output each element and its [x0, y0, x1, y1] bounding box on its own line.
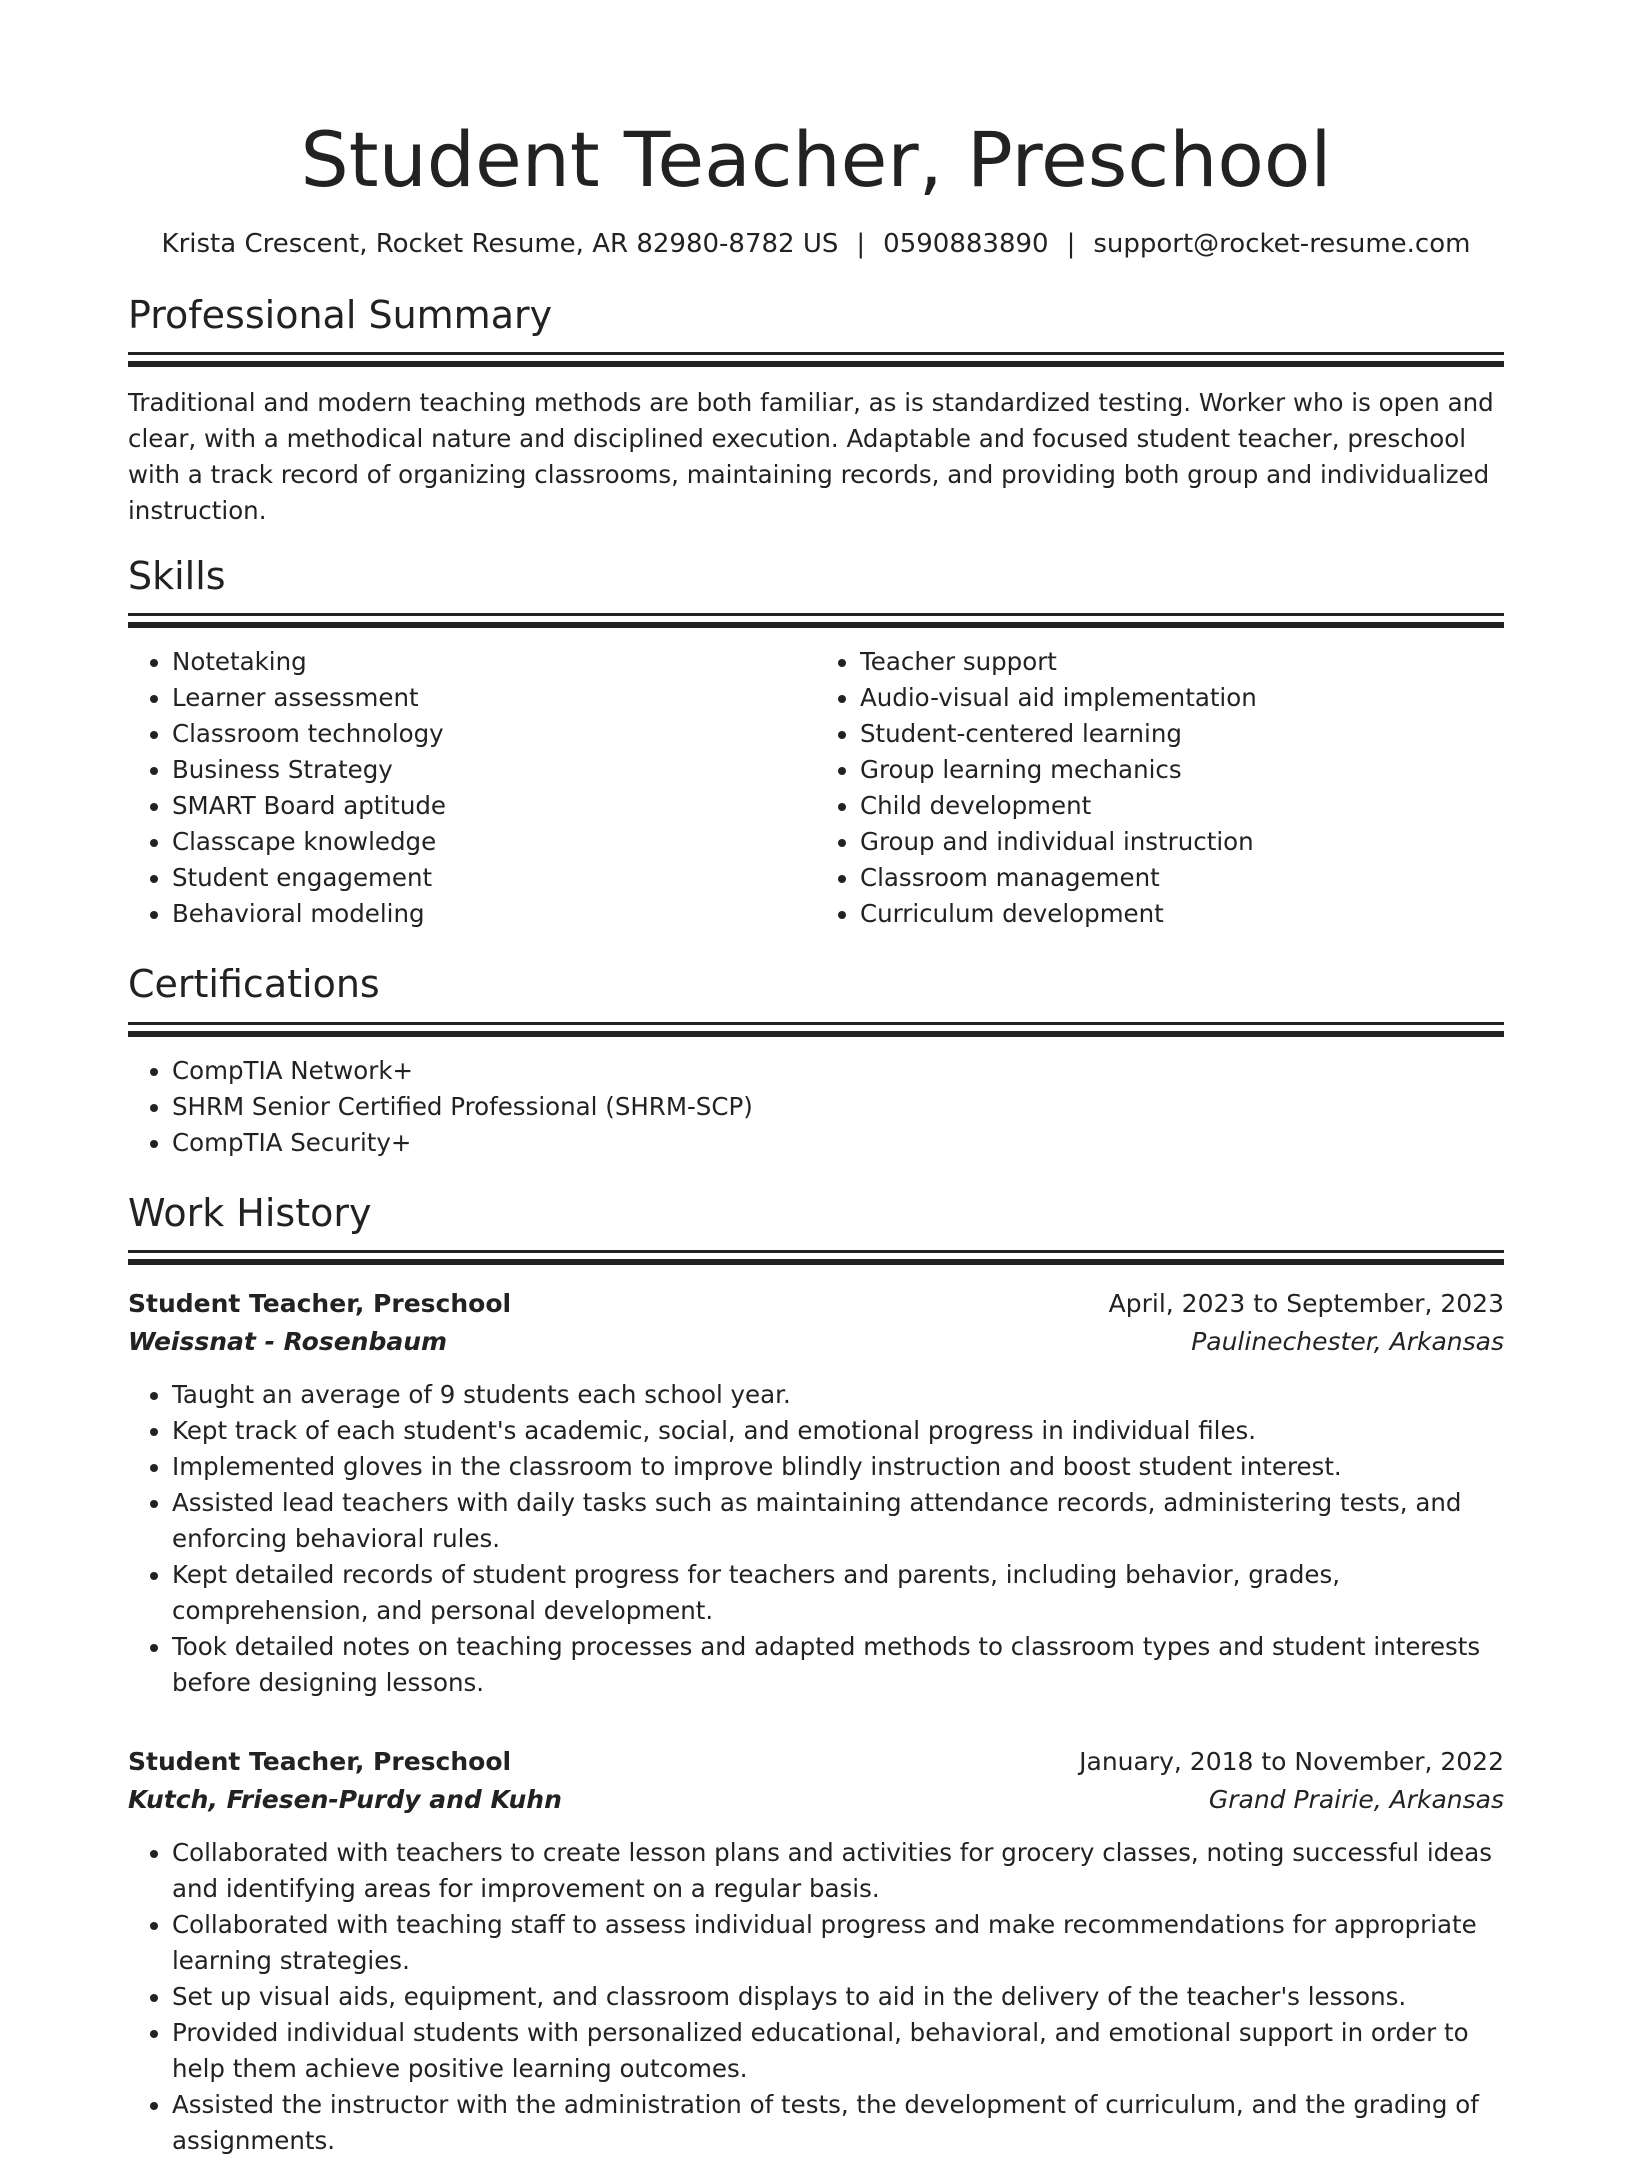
skill-item: • Student engagement [172, 860, 816, 896]
skill-item: • Group and individual instruction [860, 824, 1504, 860]
job-location: Paulinechester, Arkansas [1191, 1327, 1504, 1357]
job-bullet: • Assisted the instructor with the administration of tests, the development of curriculum, and the grading of assignments. [172, 2087, 1504, 2159]
job-dates: April, 2023 to September, 2023 [1108, 1289, 1504, 1319]
job-bullet: • Provided individual students with personalized educational, behavioral, and emotional support in order to help them achieve positive learning outcomes. [172, 2015, 1504, 2087]
section-divider-thick [128, 1259, 1504, 1265]
skill-item: • Business Strategy [172, 752, 816, 788]
job-company: Weissnat - Rosenbaum [128, 1327, 448, 1357]
section-heading: Work History [128, 1190, 372, 1235]
skills-columns [128, 644, 1504, 932]
job-bullet: • Assisted lead teachers with daily tasks such as maintaining attendance records, administering tests, and enforcing behavioral rules. [172, 1485, 1504, 1557]
contact-phone: 0590883890 [883, 228, 1049, 259]
contact-separator: | [856, 228, 866, 259]
section-divider [128, 352, 1504, 355]
section-heading: Certifications [128, 962, 380, 1007]
certification-item: • CompTIA Security+ [172, 1125, 1504, 1161]
certifications-list [128, 1053, 1504, 1161]
section-divider-thick [128, 1031, 1504, 1037]
contact-email[interactable]: support@rocket-resume.com [1093, 228, 1471, 259]
skill-item: • Group learning mechanics [860, 752, 1504, 788]
job-title: Student Teacher, Preschool [128, 1747, 512, 1777]
job-entry [128, 1743, 1504, 2159]
skill-item: • Audio-visual aid implementation [860, 680, 1504, 716]
job-bullet: • Collaborated with teaching staff to assess individual progress and make recommendations for appropriate learning strategies. [172, 1907, 1504, 1979]
skill-item: • Student-centered learning [860, 716, 1504, 752]
skill-item: • Classcape knowledge [172, 824, 816, 860]
job-bullet: • Set up visual aids, equipment, and classroom displays to aid in the delivery of the teacher's lessons. [172, 1979, 1504, 2015]
skills-list-right [816, 644, 1504, 932]
skill-item: • Curriculum development [860, 896, 1504, 932]
skill-item: • Classroom technology [172, 716, 816, 752]
job-bullet: • Kept detailed records of student progress for teachers and parents, including behavior, grades, comprehension, and personal development. [172, 1557, 1504, 1629]
section-divider-thick [128, 622, 1504, 628]
certification-item: • CompTIA Network+ [172, 1053, 1504, 1089]
job-entry [128, 1285, 1504, 1701]
job-bullet: • Kept track of each student's academic, social, and emotional progress in individual files. [172, 1413, 1504, 1449]
job-title: Student Teacher, Preschool [128, 1289, 512, 1319]
job-location: Grand Prairie, Arkansas [1208, 1785, 1504, 1815]
job-bullets [128, 1377, 1504, 1701]
certification-item: • SHRM Senior Certified Professional (SHRM-SCP) [172, 1089, 1504, 1125]
skill-item: • Notetaking [172, 644, 816, 680]
summary-section [128, 293, 1504, 530]
job-subheader-row [128, 1323, 1504, 1361]
skill-item: • Classroom management [860, 860, 1504, 896]
job-bullet: • Taught an average of 9 students each school year. [172, 1377, 1504, 1413]
skill-item: • Teacher support [860, 644, 1504, 680]
skills-section [128, 554, 1504, 933]
skill-item: • Behavioral modeling [172, 896, 816, 932]
job-subheader-row [128, 1781, 1504, 1819]
contact-separator: | [1066, 228, 1076, 259]
skill-item: • SMART Board aptitude [172, 788, 816, 824]
section-heading: Skills [128, 553, 226, 598]
skills-list-left [128, 644, 816, 932]
section-divider [128, 1022, 1504, 1025]
skill-item: • Child development [860, 788, 1504, 824]
job-bullets [128, 1835, 1504, 2159]
job-header-row [128, 1743, 1504, 1781]
section-divider-thick [128, 361, 1504, 367]
certifications-section [128, 962, 1504, 1161]
job-dates: January, 2018 to November, 2022 [1079, 1747, 1504, 1777]
contact-line [128, 229, 1504, 259]
job-bullet: • Implemented gloves in the classroom to improve blindly instruction and boost student interest. [172, 1449, 1504, 1485]
job-bullet: • Took detailed notes on teaching processes and adapted methods to classroom types and student interests before designing lessons. [172, 1629, 1504, 1701]
work-history-section [128, 1191, 1504, 2159]
resume-title: Student Teacher, Preschool [300, 115, 1332, 204]
skill-item: • Learner assessment [172, 680, 816, 716]
section-divider [128, 613, 1504, 616]
section-heading: Professional Summary [128, 292, 553, 337]
section-divider [128, 1250, 1504, 1253]
job-company: Kutch, Friesen-Purdy and Kuhn [128, 1785, 562, 1815]
contact-address: Krista Crescent, Rocket Resume, AR 82980-8782 US [161, 228, 839, 259]
job-header-row [128, 1285, 1504, 1323]
summary-text: Traditional and modern teaching methods are both familiar, as is standardized testing. Worker who is open and clear, with a methodical nature and disciplined execution. Adaptable and focused student teacher, preschool with a track record of organizing classrooms, maintaining records, and providing both group and individualized instruction. [128, 388, 1494, 526]
job-bullet: • Collaborated with teachers to create lesson plans and activities for grocery classes, noting successful ideas and identifying areas for improvement on a regular basis. [172, 1835, 1504, 1907]
